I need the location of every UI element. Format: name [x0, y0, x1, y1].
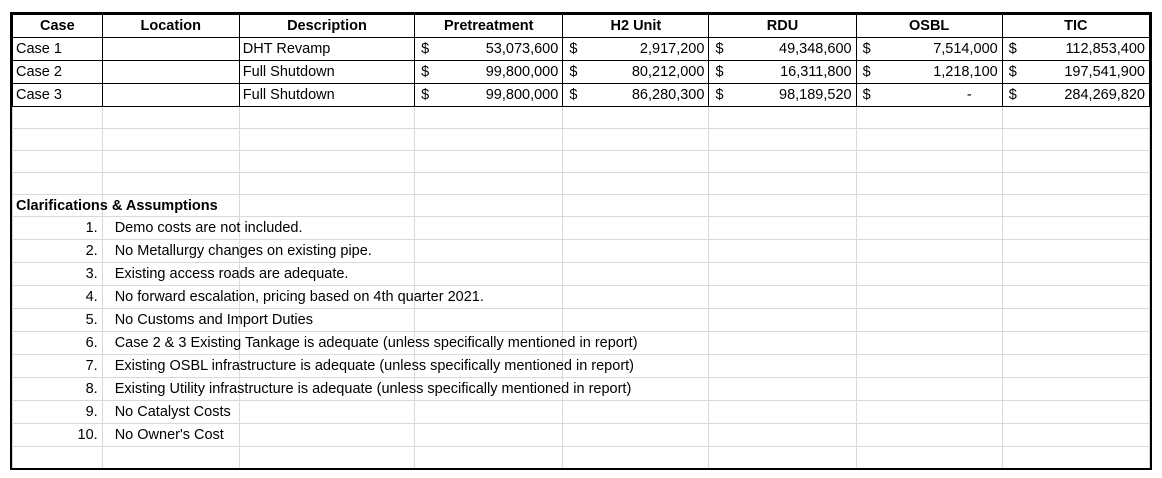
note-row	[13, 240, 1150, 263]
note-text-cell[interactable]	[102, 309, 313, 332]
empty-cell[interactable]	[856, 263, 1002, 286]
h2-unit-cell[interactable]: 80,212,000	[596, 61, 709, 84]
empty-cell[interactable]	[1002, 401, 1149, 424]
empty-row	[13, 129, 1150, 151]
empty-cell[interactable]	[856, 378, 1002, 401]
empty-cell[interactable]	[102, 173, 239, 195]
empty-cell[interactable]	[239, 401, 414, 424]
location-cell[interactable]	[102, 38, 239, 61]
empty-cell[interactable]	[239, 151, 414, 173]
empty-cell[interactable]	[856, 424, 1002, 447]
currency-symbol: $	[709, 84, 742, 107]
empty-cell[interactable]	[415, 309, 563, 332]
empty-cell[interactable]	[856, 332, 1002, 355]
empty-cell[interactable]	[709, 309, 856, 332]
note-text: No Catalyst Costs	[114, 404, 231, 420]
empty-cell[interactable]	[563, 309, 709, 332]
empty-cell[interactable]	[563, 424, 709, 447]
note-number[interactable]: 10.	[13, 424, 103, 447]
rdu-cell[interactable]: 49,348,600	[742, 38, 856, 61]
empty-cell[interactable]	[856, 129, 1002, 151]
empty-cell[interactable]	[415, 107, 563, 129]
empty-cell[interactable]	[1002, 240, 1149, 263]
empty-cell[interactable]	[1002, 286, 1149, 309]
table-row	[13, 84, 1150, 107]
note-number[interactable]: 2.	[13, 240, 103, 263]
empty-cell[interactable]	[856, 309, 1002, 332]
case-cell[interactable]: Case 2	[13, 61, 103, 84]
empty-cell[interactable]	[1002, 447, 1149, 469]
empty-cell[interactable]	[563, 195, 709, 217]
note-text: No Owner's Cost	[114, 427, 224, 443]
empty-cell[interactable]	[709, 107, 856, 129]
empty-cell[interactable]	[709, 217, 856, 240]
header-description[interactable]: Description	[239, 15, 414, 38]
empty-cell[interactable]	[709, 401, 856, 424]
empty-cell[interactable]	[13, 129, 103, 151]
empty-cell[interactable]	[709, 195, 856, 217]
empty-cell[interactable]	[1002, 378, 1149, 401]
empty-cell[interactable]	[1002, 217, 1149, 240]
empty-cell[interactable]	[102, 107, 239, 129]
currency-symbol: $	[415, 38, 448, 61]
note-text-cell[interactable]	[102, 424, 239, 447]
location-cell[interactable]	[102, 61, 239, 84]
empty-cell[interactable]	[856, 447, 1002, 469]
note-number[interactable]: 1.	[13, 217, 103, 240]
header-tic[interactable]: TIC	[1002, 15, 1149, 38]
empty-cell[interactable]	[856, 217, 1002, 240]
table-row	[13, 61, 1150, 84]
note-row	[13, 217, 1150, 240]
note-row	[13, 401, 1150, 424]
note-number[interactable]: 4.	[13, 286, 103, 309]
currency-symbol: $	[415, 61, 448, 84]
header-pretreatment[interactable]: Pretreatment	[415, 15, 563, 38]
description-cell[interactable]: Full Shutdown	[239, 61, 414, 84]
empty-cell[interactable]	[239, 173, 414, 195]
empty-cell[interactable]	[239, 424, 414, 447]
empty-cell[interactable]	[13, 173, 103, 195]
empty-cell[interactable]	[856, 401, 1002, 424]
empty-cell[interactable]	[563, 173, 709, 195]
table-row	[13, 38, 1150, 61]
empty-cell[interactable]	[1002, 263, 1149, 286]
empty-cell[interactable]	[239, 107, 414, 129]
note-row	[13, 286, 1150, 309]
note-text: No Customs and Import Duties	[114, 312, 313, 328]
empty-cell[interactable]	[563, 217, 709, 240]
empty-cell[interactable]	[563, 240, 709, 263]
empty-cell[interactable]	[1002, 151, 1149, 173]
empty-row	[13, 151, 1150, 173]
empty-cell[interactable]	[13, 151, 103, 173]
empty-cell[interactable]	[856, 173, 1002, 195]
empty-cell[interactable]	[239, 447, 414, 469]
h2-unit-cell[interactable]: 2,917,200	[596, 38, 709, 61]
note-number[interactable]: 9.	[13, 401, 103, 424]
empty-cell[interactable]	[13, 447, 103, 469]
notes-title-cell[interactable]	[13, 195, 218, 217]
empty-cell[interactable]	[709, 355, 856, 378]
case-cell[interactable]: Case 1	[13, 38, 103, 61]
currency-symbol: $	[856, 38, 889, 61]
empty-cell[interactable]	[563, 151, 709, 173]
empty-cell[interactable]	[102, 129, 239, 151]
header-case[interactable]: Case	[13, 15, 103, 38]
rdu-cell[interactable]: 98,189,520	[742, 84, 856, 107]
note-text-cell[interactable]	[102, 263, 349, 286]
empty-cell[interactable]	[239, 195, 414, 217]
note-row	[13, 309, 1150, 332]
notes-heading-row	[13, 195, 1150, 217]
currency-symbol: $	[415, 84, 448, 107]
note-text-cell[interactable]	[102, 286, 484, 309]
empty-cell[interactable]	[856, 286, 1002, 309]
empty-cell[interactable]	[1002, 107, 1149, 129]
header-h2-unit[interactable]: H2 Unit	[563, 15, 709, 38]
empty-cell[interactable]	[563, 107, 709, 129]
note-number[interactable]: 8.	[13, 378, 103, 401]
note-row	[13, 263, 1150, 286]
empty-cell[interactable]	[709, 173, 856, 195]
description-cell[interactable]: DHT Revamp	[239, 38, 414, 61]
header-rdu[interactable]: RDU	[709, 15, 856, 38]
empty-cell[interactable]	[563, 401, 709, 424]
note-text-cell[interactable]	[102, 378, 632, 401]
empty-cell[interactable]	[415, 217, 563, 240]
empty-cell[interactable]	[102, 447, 239, 469]
empty-cell[interactable]	[709, 129, 856, 151]
empty-cell[interactable]	[415, 129, 563, 151]
empty-cell[interactable]	[709, 240, 856, 263]
note-number[interactable]: 3.	[13, 263, 103, 286]
note-text: Existing OSBL infrastructure is adequate (unless specifically mentioned in report)	[114, 358, 634, 374]
empty-cell[interactable]	[709, 447, 856, 469]
osbl-cell[interactable]: 7,514,000	[889, 38, 1002, 61]
empty-cell[interactable]	[709, 378, 856, 401]
empty-cell[interactable]	[415, 424, 563, 447]
empty-row	[13, 447, 1150, 469]
note-text: Demo costs are not included.	[114, 220, 303, 236]
note-text-cell[interactable]	[102, 217, 303, 240]
empty-cell[interactable]	[563, 129, 709, 151]
h2-unit-cell[interactable]: 86,280,300	[596, 84, 709, 107]
note-row	[13, 378, 1150, 401]
note-row	[13, 332, 1150, 355]
note-text: Existing Utility infrastructure is adequate (unless specifically mentioned in report)	[114, 381, 632, 397]
currency-symbol: $	[709, 38, 742, 61]
empty-cell[interactable]	[239, 129, 414, 151]
case-cell[interactable]: Case 3	[13, 84, 103, 107]
empty-cell[interactable]	[856, 355, 1002, 378]
empty-cell[interactable]	[563, 263, 709, 286]
empty-cell[interactable]	[1002, 424, 1149, 447]
osbl-cell[interactable]: 1,218,100	[889, 61, 1002, 84]
empty-cell[interactable]	[415, 195, 563, 217]
empty-cell[interactable]	[709, 332, 856, 355]
cost-table	[12, 14, 1150, 469]
empty-cell[interactable]	[13, 107, 103, 129]
empty-cell[interactable]	[415, 263, 563, 286]
currency-symbol: $	[563, 61, 596, 84]
empty-row	[13, 107, 1150, 129]
empty-cell[interactable]	[709, 263, 856, 286]
note-text: No Metallurgy changes on existing pipe.	[114, 243, 372, 259]
header-osbl[interactable]: OSBL	[856, 15, 1002, 38]
currency-symbol: $	[1002, 84, 1035, 107]
empty-cell[interactable]	[856, 151, 1002, 173]
empty-cell[interactable]	[856, 240, 1002, 263]
note-text-cell[interactable]	[102, 355, 634, 378]
pretreatment-cell[interactable]: 99,800,000	[448, 84, 563, 107]
header-location[interactable]: Location	[102, 15, 239, 38]
empty-cell[interactable]	[415, 151, 563, 173]
empty-cell[interactable]	[856, 195, 1002, 217]
empty-cell[interactable]	[415, 447, 563, 469]
rdu-cell[interactable]: 16,311,800	[742, 61, 856, 84]
note-text-cell[interactable]	[102, 332, 638, 355]
note-text-cell[interactable]	[102, 240, 372, 263]
empty-cell[interactable]	[1002, 332, 1149, 355]
description-cell[interactable]: Full Shutdown	[239, 84, 414, 107]
note-number[interactable]: 5.	[13, 309, 103, 332]
header-row	[13, 15, 1150, 38]
note-text: No forward escalation, pricing based on 4th quarter 2021.	[114, 289, 484, 305]
tic-cell[interactable]: 284,269,820	[1035, 84, 1149, 107]
note-text: Case 2 & 3 Existing Tankage is adequate (unless specifically mentioned in report)	[114, 335, 638, 351]
currency-symbol: $	[563, 84, 596, 107]
empty-cell[interactable]	[709, 286, 856, 309]
empty-cell[interactable]	[415, 240, 563, 263]
spreadsheet	[10, 12, 1152, 470]
empty-cell[interactable]	[415, 173, 563, 195]
empty-cell[interactable]	[102, 151, 239, 173]
note-number[interactable]: 6.	[13, 332, 103, 355]
empty-cell[interactable]	[1002, 129, 1149, 151]
note-text: Existing access roads are adequate.	[114, 266, 349, 282]
currency-symbol: $	[1002, 38, 1035, 61]
empty-cell[interactable]	[709, 424, 856, 447]
pretreatment-cell[interactable]: 99,800,000	[448, 61, 563, 84]
tic-cell[interactable]: 197,541,900	[1035, 61, 1149, 84]
empty-cell[interactable]	[1002, 309, 1149, 332]
note-number[interactable]: 7.	[13, 355, 103, 378]
empty-cell[interactable]	[1002, 173, 1149, 195]
currency-symbol: $	[856, 84, 889, 107]
empty-cell[interactable]	[1002, 355, 1149, 378]
note-row	[13, 424, 1150, 447]
empty-row	[13, 173, 1150, 195]
currency-symbol: $	[709, 61, 742, 84]
currency-symbol: $	[563, 38, 596, 61]
empty-cell[interactable]	[415, 401, 563, 424]
empty-cell[interactable]	[709, 151, 856, 173]
pretreatment-cell[interactable]: 53,073,600	[448, 38, 563, 61]
note-row	[13, 355, 1150, 378]
currency-symbol: $	[1002, 61, 1035, 84]
currency-symbol: $	[856, 61, 889, 84]
tic-cell[interactable]: 112,853,400	[1035, 38, 1149, 61]
note-text-cell[interactable]	[102, 401, 239, 424]
osbl-cell[interactable]: -	[889, 84, 1002, 107]
location-cell[interactable]	[102, 84, 239, 107]
empty-cell[interactable]	[563, 286, 709, 309]
empty-cell[interactable]	[563, 447, 709, 469]
empty-cell[interactable]	[856, 107, 1002, 129]
empty-cell[interactable]	[1002, 195, 1149, 217]
notes-title: Clarifications & Assumptions	[16, 198, 218, 214]
